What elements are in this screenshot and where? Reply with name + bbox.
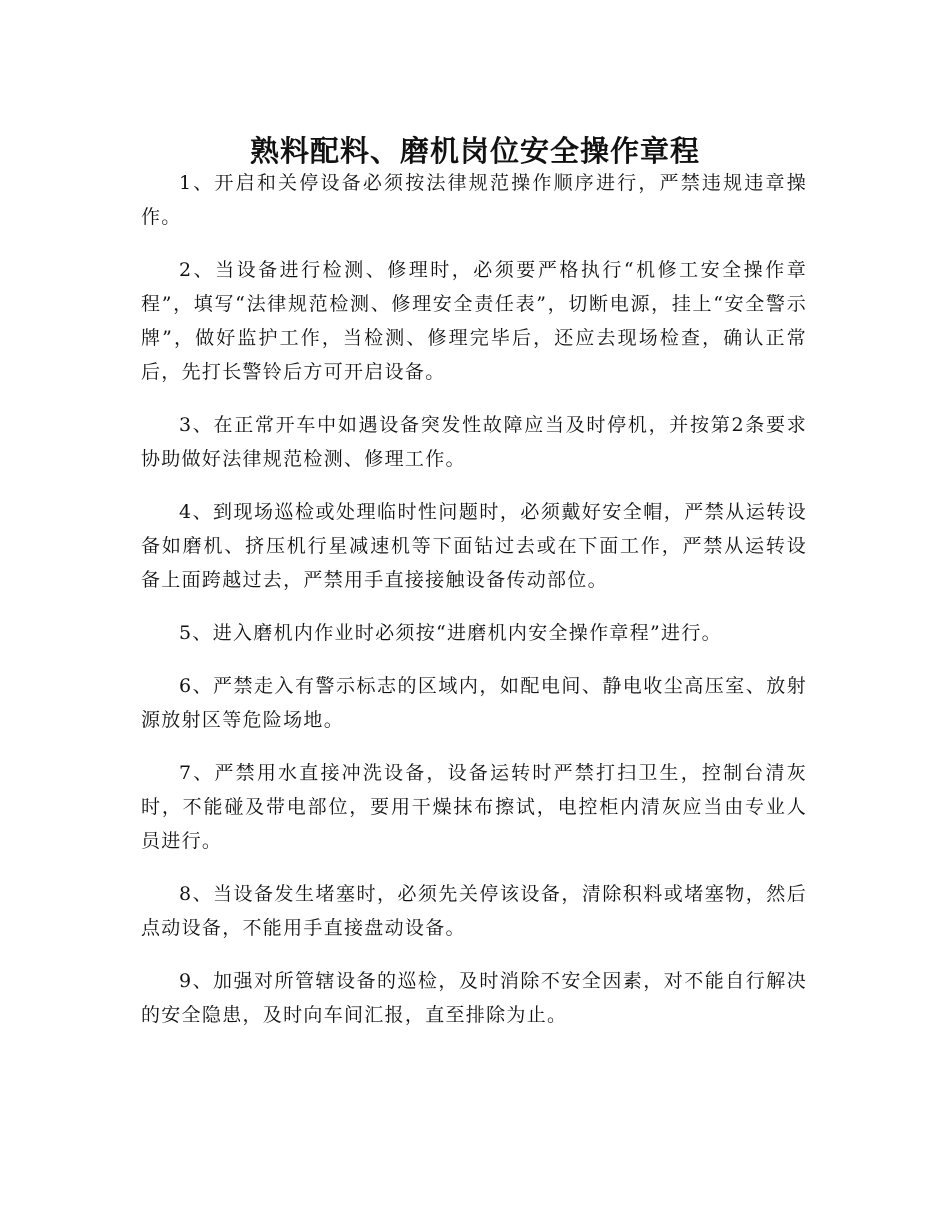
rule-paragraph-9: 9、加强对所管辖设备的巡检，及时消除不安全因素，对不能自行解决的安全隐患，及时向车间汇报，直至排除为止。: [141, 970, 807, 1026]
document-body: [141, 166, 807, 1051]
rule-paragraph-5: 5、进入磨机内作业时必须按“进磨机内安全操作章程”进行。: [179, 622, 722, 644]
rule-paragraph-1: 1、开启和关停设备必须按法律规范操作顺序进行，严禁违规违章操作。: [141, 172, 807, 228]
rule-paragraph-4: 4、到现场巡检或处理临时性问题时，必须戴好安全帽，严禁从运转设备如磨机、挤压机行星减速机等下面钻过去或在下面工作，严禁从运转设备上面跨越过去，严禁用手直接接触设备传动部位。: [141, 501, 807, 591]
rule-paragraph-2: 2、当设备进行检测、修理时，必须要严格执行“机修工安全操作章程”，填写“法律规范检测、修理安全责任表”，切断电源，挂上“安全警示牌”，做好监护工作，当检测、修理完毕后，还应去现场检查，确认正常后，先打长警铃后方可开启设备。: [141, 259, 807, 383]
rule-paragraph-7: 7、严禁用水直接冲洗设备，设备运转时严禁打扫卫生，控制台清灰时，不能碰及带电部位，要用干燥抹布擦试，电控柜内清灰应当由专业人员进行。: [141, 762, 807, 852]
rule-paragraph-3: 3、在正常开车中如遇设备突发性故障应当及时停机，并按第2条要求协助做好法律规范检测、修理工作。: [141, 414, 807, 470]
document-title: 熟料配料、磨机岗位安全操作章程: [249, 134, 700, 169]
rule-paragraph-6: 6、严禁走入有警示标志的区域内，如配电间、静电收尘高压室、放射源放射区等危险场地。: [141, 675, 807, 731]
rule-paragraph-8: 8、当设备发生堵塞时，必须先关停该设备，清除积料或堵塞物，然后点动设备，不能用手直接盘动设备。: [141, 883, 807, 939]
